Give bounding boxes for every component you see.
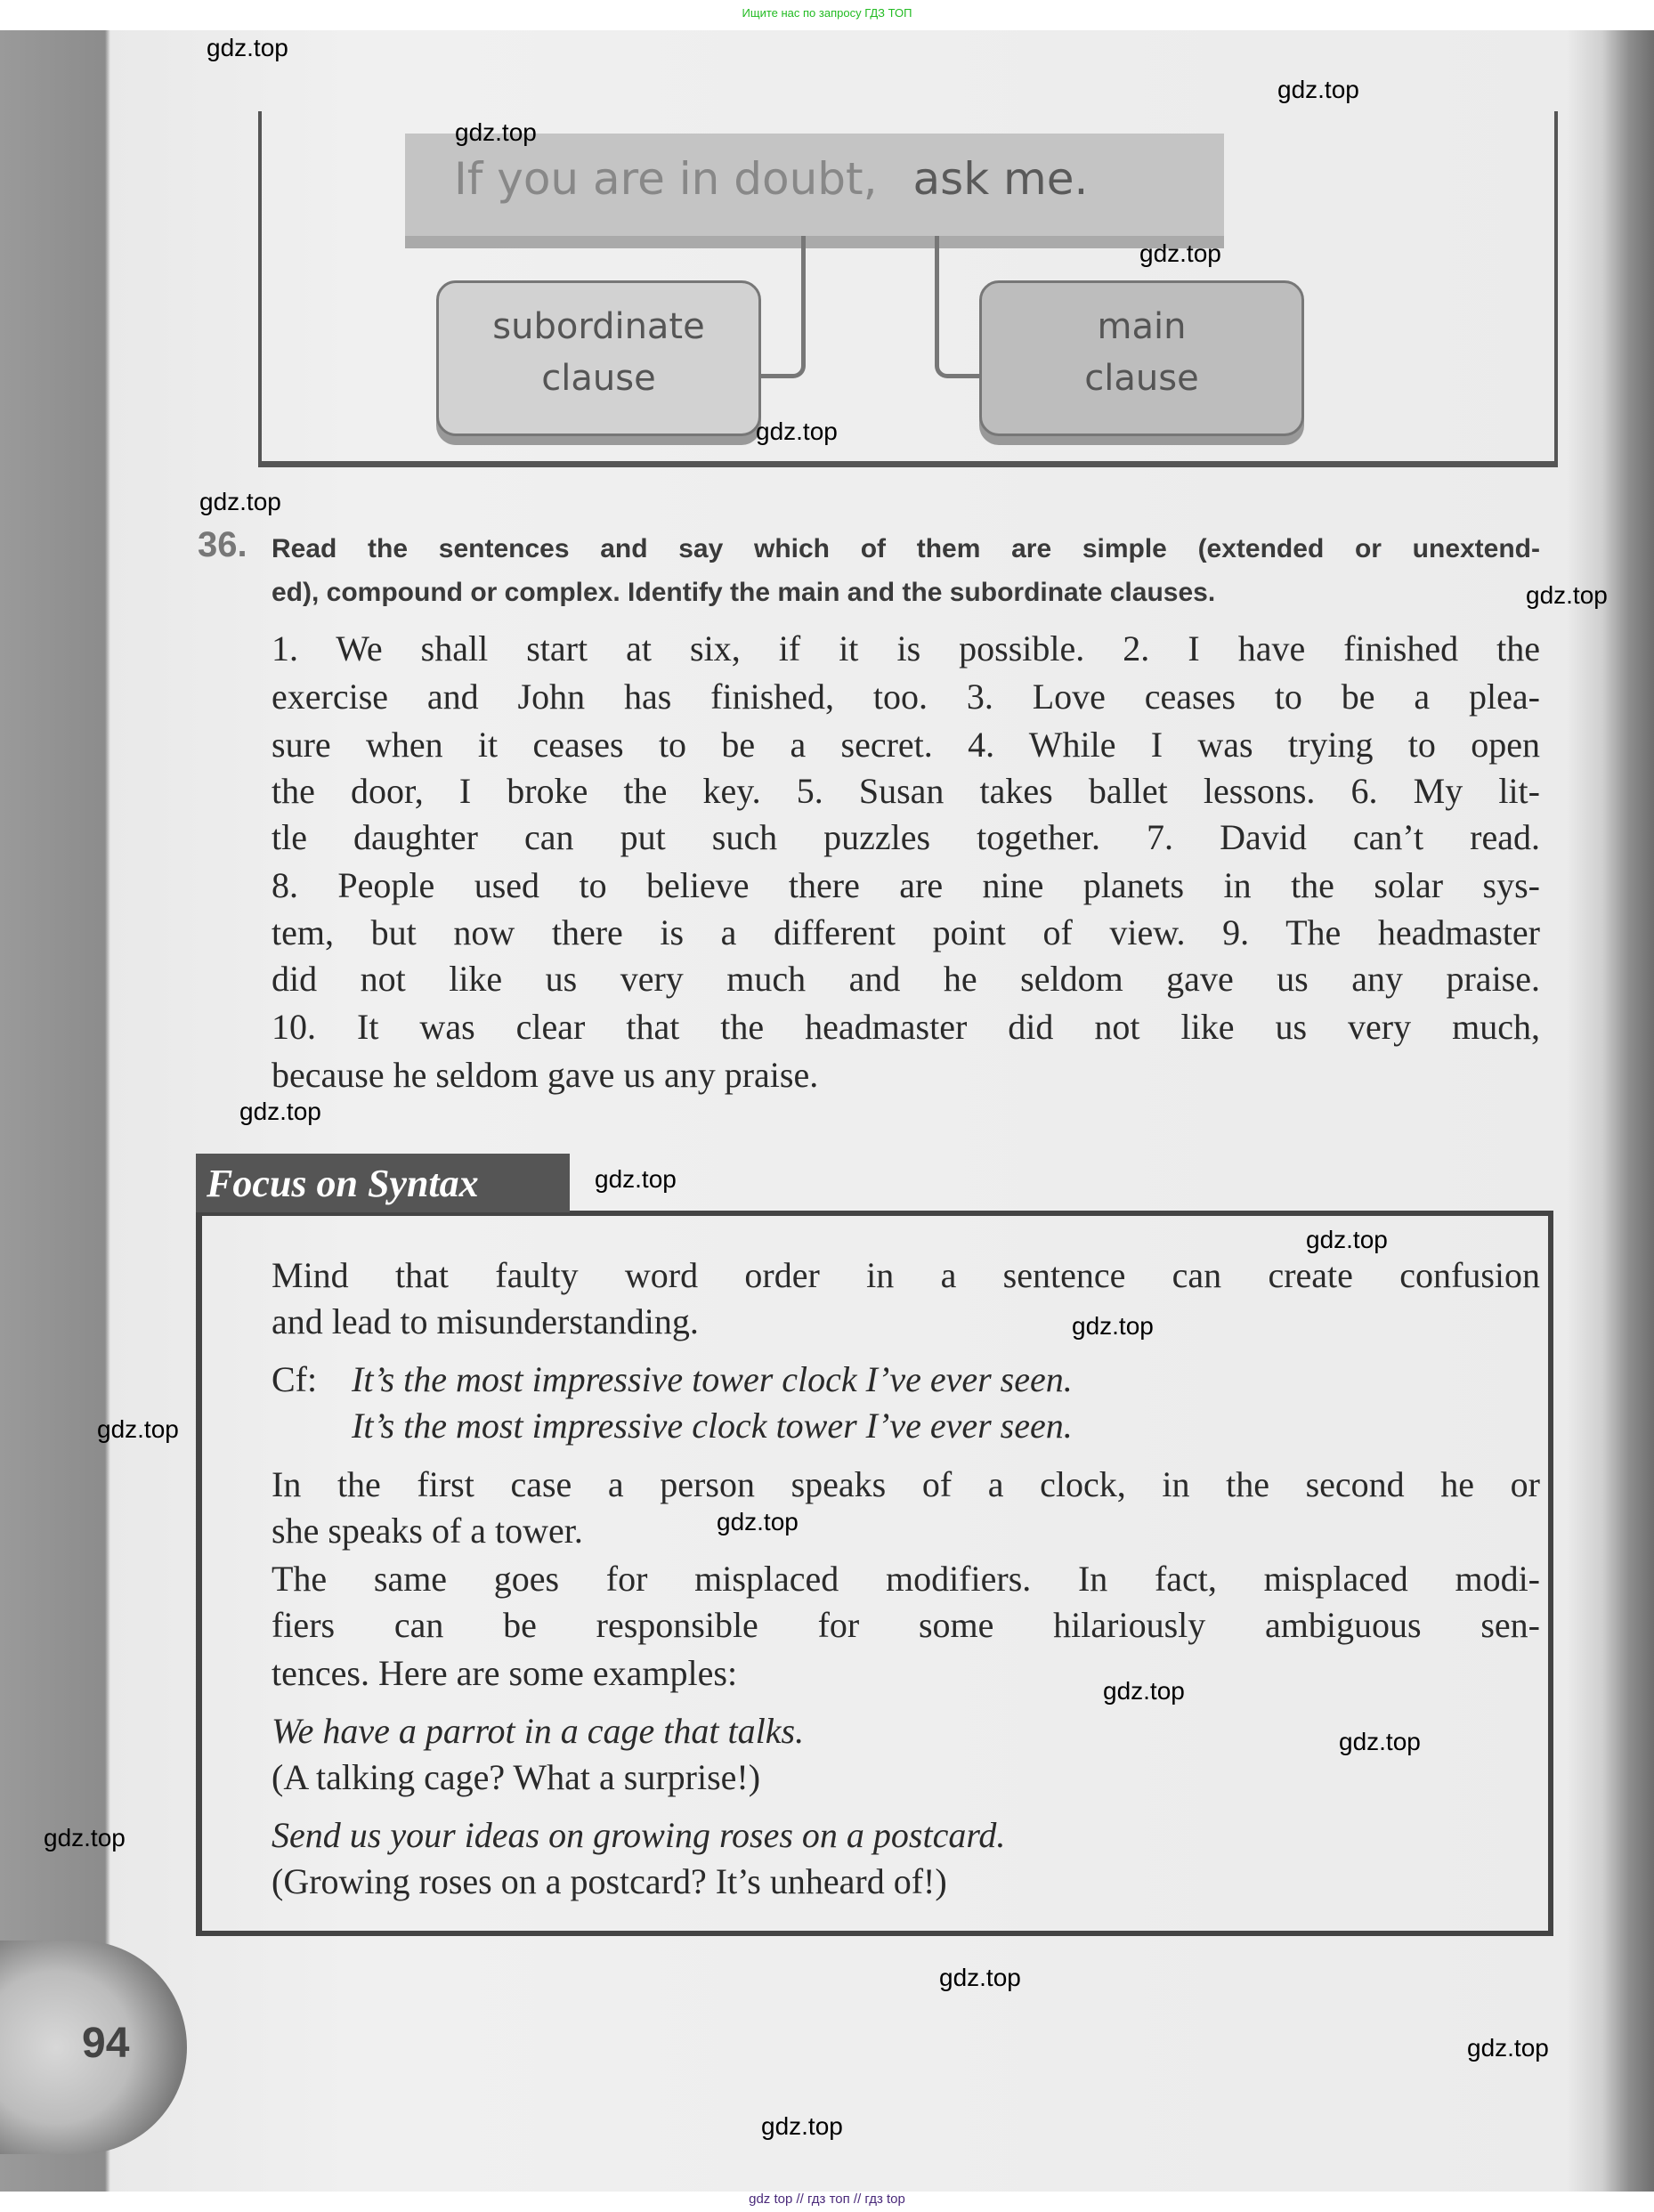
box-label: clause	[1084, 358, 1199, 399]
exercise-line: because he seldom gave us any praise.	[272, 1055, 819, 1095]
site-banner: Ищите нас по запросу ГДЗ ТОП	[0, 0, 1654, 30]
exercise-instruction: ed), compound or complex. Identify the main and the subordinate clauses.	[272, 578, 1216, 607]
watermark: gdz.top	[1072, 1312, 1154, 1340]
subordinate-clause-box	[436, 280, 761, 436]
watermark: gdz.top	[1103, 1677, 1185, 1705]
main-part: ask me.	[912, 153, 1089, 205]
watermark: gdz.top	[1139, 239, 1221, 267]
box-label: main	[1097, 306, 1187, 347]
exercise-line: 1. We shall start at six, if it is possible. 2. I have finished the	[272, 628, 1540, 668]
focus-line: she speaks of a tower.	[272, 1511, 583, 1551]
exercise-line: the door, I broke the key. 5. Susan takes ballet lessons. 6. My lit-	[272, 771, 1540, 811]
focus-example: It’s the most impressive tower clock I’ve ever seen.	[352, 1359, 1073, 1399]
exercise-line: 8. People used to believe there are nine planets in the solar sys-	[272, 865, 1540, 905]
watermark: gdz.top	[207, 34, 288, 61]
focus-line: and lead to misunderstanding.	[272, 1301, 699, 1341]
exercise-line: sure when it ceases to be a secret. 4. While I was trying to open	[272, 725, 1540, 765]
watermark: gdz.top	[1277, 76, 1359, 103]
exercise-number: 36.	[198, 525, 247, 564]
focus-line: fiers can be responsible for some hilariously ambiguous sen-	[272, 1605, 1540, 1645]
exercise-line: tle daughter can put such puzzles together. 7. David can’t read.	[272, 817, 1540, 857]
watermark: gdz.top	[199, 488, 281, 515]
focus-line: The same goes for misplaced modifiers. In fact, misplaced modi-	[272, 1559, 1540, 1599]
watermark: gdz.top	[939, 1964, 1021, 1991]
exercise-instruction: Read the sentences and say which of them are simple (extended or unextend-	[272, 534, 1540, 563]
watermark: gdz.top	[97, 1415, 179, 1443]
focus-line: (A talking cage? What a surprise!)	[272, 1757, 761, 1797]
watermark: gdz.top	[455, 118, 537, 146]
watermark: gdz.top	[595, 1165, 677, 1193]
box-label: subordinate	[492, 306, 705, 347]
box-label: clause	[541, 358, 656, 399]
watermark: gdz.top	[1339, 1728, 1421, 1755]
exercise-line: exercise and John has finished, too. 3. Love ceases to be a plea-	[272, 677, 1540, 717]
exercise-line: 10. It was clear that the headmaster did not like us very much,	[272, 1007, 1540, 1047]
watermark: gdz.top	[717, 1508, 799, 1535]
watermark: gdz.top	[1306, 1226, 1388, 1253]
exercise-line: tem, but now there is a different point of view. 9. The headmaster	[272, 912, 1540, 952]
site-footer: gdz top // гдз топ // гдз top	[0, 2192, 1654, 2212]
example-sentence	[405, 134, 1224, 236]
arrow-to-subordinate	[761, 236, 806, 378]
arrow-to-main	[935, 236, 979, 378]
focus-line: In the first case a person speaks of a clock, in the second he or	[272, 1464, 1540, 1504]
watermark: gdz.top	[761, 2112, 843, 2140]
watermark: gdz.top	[1526, 581, 1608, 609]
subordinate-part: If you are in doubt,	[454, 153, 878, 205]
focus-example: It’s the most impressive clock tower I’ve ever seen.	[352, 1406, 1073, 1446]
focus-on-syntax-title: Focus on Syntax	[196, 1154, 570, 1212]
focus-example: We have a parrot in a cage that talks.	[272, 1711, 805, 1751]
watermark: gdz.top	[44, 1824, 126, 1851]
focus-example: Send us your ideas on growing roses on a postcard.	[272, 1815, 1006, 1855]
exercise-line: did not like us very much and he seldom gave us any praise.	[272, 959, 1540, 999]
watermark: gdz.top	[756, 417, 838, 445]
focus-line: (Growing roses on a postcard? It’s unheard of!)	[272, 1861, 947, 1901]
focus-line: Mind that faulty word order in a sentence can create confusion	[272, 1255, 1540, 1295]
watermark: gdz.top	[1467, 2034, 1549, 2062]
focus-cf-label: Cf:	[272, 1359, 318, 1399]
page-number: 94	[82, 2020, 130, 2067]
focus-line: tences. Here are some examples:	[272, 1653, 738, 1693]
main-clause-box	[979, 280, 1304, 436]
watermark: gdz.top	[239, 1098, 321, 1125]
